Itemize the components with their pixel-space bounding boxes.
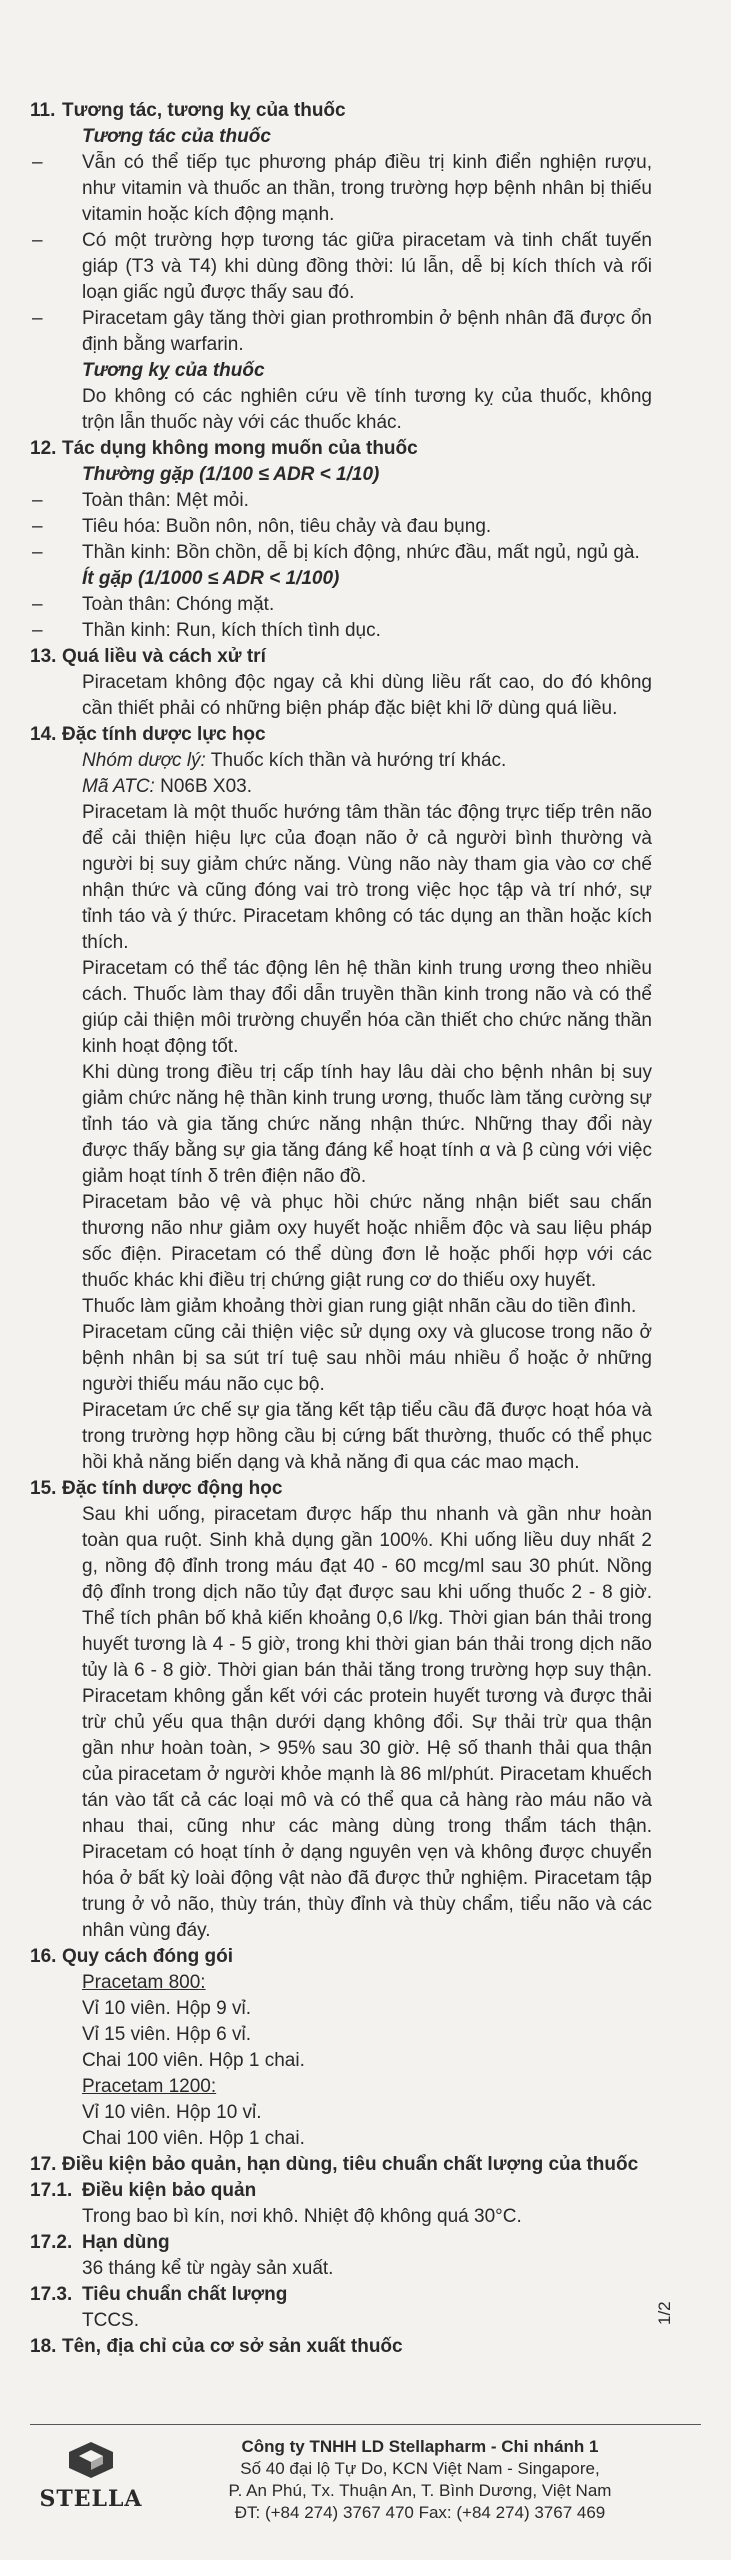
section-title: Hạn dùng <box>82 2232 170 2253</box>
address-line: P. An Phú, Tx. Thuận An, T. Bình Dương, Việt Nam <box>228 2481 612 2500</box>
section-number: 12. <box>30 438 57 459</box>
section-17-2-heading <box>0 2230 731 2256</box>
section-title: Tiêu chuẩn chất lượng <box>82 2284 288 2305</box>
section-17-3-heading <box>0 2282 731 2308</box>
pack-line: Chai 100 viên. Hộp 1 chai. <box>82 2128 305 2149</box>
subheading: Thường gặp (1/100 ≤ ADR < 1/10) <box>82 464 380 485</box>
pack-line: Vỉ 10 viên. Hộp 9 vỉ. <box>82 1998 251 2019</box>
page-number: 1/2 <box>655 2301 674 2325</box>
pack-line: Vỉ 10 viên. Hộp 10 vỉ. <box>82 2102 262 2123</box>
section-number: 18. <box>30 2336 57 2357</box>
paragraph: Thuốc làm giảm khoảng thời gian rung giật nhãn cầu do tiền đình. <box>82 1296 637 1317</box>
address-line: Số 40 đại lộ Tự Do, KCN Việt Nam - Singapore, <box>240 2459 600 2478</box>
pack-line: Vỉ 15 viên. Hộp 6 vỉ. <box>82 2024 251 2045</box>
pharmacologic-group: Nhóm dược lý: Thuốc kích thần và hướng trí khác. <box>82 750 507 771</box>
section-title: Điều kiện bảo quản <box>82 2180 257 2201</box>
list-item: – Toàn thân: Mệt mỏi. <box>32 490 249 511</box>
section-title: Điều kiện bảo quản, hạn dùng, tiêu chuẩn chất lượng của thuốc <box>62 2154 639 2175</box>
section-number: 16. <box>30 1946 57 1967</box>
section-title: Tác dụng không mong muốn của thuốc <box>62 438 418 459</box>
list-item: – Piracetam gây tăng thời gian prothrombin ở bệnh nhân đã được ổn định bằng warfarin. <box>32 308 652 355</box>
list-item: – Có một trường hợp tương tác giữa piracetam và tinh chất tuyến giáp (T3 và T4) khi dùng đồng thời: lú lẫn, dễ bị kích thích và rối loạn giấc ngủ được thấy sau đó. <box>32 230 652 303</box>
section-number: 15. <box>30 1478 57 1499</box>
atc-code: Mã ATC: N06B X03. <box>82 776 253 797</box>
logo-text: STELLA <box>39 2486 143 2512</box>
shelf-life-text: 36 tháng kể từ ngày sản xuất. <box>82 2258 334 2279</box>
section-13-heading <box>0 644 731 670</box>
section-number: 17.3. <box>30 2284 73 2305</box>
paragraph: Piracetam cũng cải thiện việc sử dụng oxy và glucose trong não ở bệnh nhân bị sa sút trí tuệ sau nhồi máu nhiều ổ hoặc ở những người thiếu máu não cục bộ. <box>82 1322 652 1395</box>
contact-line: ĐT: (+84 274) 3767 470 Fax: (+84 274) 3767 469 <box>234 2503 606 2522</box>
section-title: Đặc tính dược lực học <box>62 724 266 745</box>
paragraph: Sau khi uống, piracetam được hấp thu nhanh và gần như hoàn toàn qua ruột. Sinh khả dụng gần 100%. Khi uống liều duy nhất 2 g, nồng độ đỉnh trong máu đạt 40 - 60 mcg/ml sau 30 phút. Nồng độ đỉnh trong dịch não tủy đạt được sau khi uống thuốc 2 - 8 giờ. Thể tích phân bố khả kiến khoảng 0,6 l/kg. Thời gian bán thải trong huyết tương là 4 - 5 giờ, trong khi thời gian bán thải trong dịch não tủy là 6 - 8 giờ. Thời gian bán thải tăng trong trường hợp suy thận. Piracetam không gắn kết với các protein huyết tương và được thải trừ chủ yếu qua thận dưới dạng không đổi. Sự thải trừ qua thận gần như hoàn toàn, > 95% sau 30 giờ. Hệ số thanh thải qua thận của piracetam ở người khỏe mạnh là 86 ml/phút. Piracetam khuếch tán vào tất cả các loại mô và có thể qua cả hàng rào máu não và nhau thai, cũng như các màng dùng trong thẩm tách thận. Piracetam có hoạt tính ở dạng nguyên vẹn và không được chuyển hóa ở bất kỳ loài động vật nào đã được thử nghiệm. Piracetam tập trung ở vỏ não, thùy trán, thùy đỉnh và thùy chẩm, tiểu não và các nhân vùng đáy. <box>82 1504 652 1941</box>
section-11-heading <box>0 98 731 124</box>
section-17-1-heading <box>0 2178 731 2204</box>
list-item: – Vẫn có thể tiếp tục phương pháp điều trị kinh điển nghiện rượu, như vitamin và thuốc an thần, trong trường hợp bệnh nhân bị thiếu vitamin hoặc kích động mạnh. <box>32 152 652 225</box>
subheading: Tương tác của thuốc <box>82 126 271 147</box>
section-16-heading <box>0 1944 731 1970</box>
section-number: 17. <box>30 2154 57 2175</box>
stella-logo <box>36 2438 146 2512</box>
quality-standard-text: TCCS. <box>82 2310 139 2331</box>
section-17-heading <box>0 2152 731 2178</box>
list-item: – Toàn thân: Chóng mặt. <box>32 594 275 615</box>
list-item: – Tiêu hóa: Buồn nôn, nôn, tiêu chảy và đau bụng. <box>32 516 492 537</box>
paragraph: Piracetam có thể tác động lên hệ thần kinh trung ương theo nhiều cách. Thuốc làm thay đổi dẫn truyền thần kinh trong não và có thể giúp cải thiện môi trường chuyển hóa cần thiết cho chức năng thần kinh hoạt động tốt. <box>82 958 652 1057</box>
storage-text: Trong bao bì kín, nơi khô. Nhiệt độ không quá 30°C. <box>82 2206 522 2227</box>
paragraph: Do không có các nghiên cứu về tính tương kỵ của thuốc, không trộn lẫn thuốc này với các thuốc khác. <box>82 386 652 433</box>
section-number: 17.2. <box>30 2232 73 2253</box>
section-12-heading <box>0 436 731 462</box>
list-item: – Thần kinh: Bồn chồn, dễ bị kích động, nhức đầu, mất ngủ, ngủ gà. <box>32 542 640 563</box>
paragraph: Piracetam bảo vệ và phục hồi chức năng nhận biết sau chấn thương não như giảm oxy huyết hoặc nhiễm độc và sau liệu pháp sốc điện. Piracetam có thể dùng đơn lẻ hoặc phối hợp với các thuốc khác khi điều trị chứng giật rung cơ do thiếu oxy huyết. <box>82 1192 652 1291</box>
paragraph: Khi dùng trong điều trị cấp tính hay lâu dài cho bệnh nhân bị suy giảm chức năng hệ thần kinh trung ương, thuốc làm tăng cường sự tỉnh táo và gia tăng chức năng nhận thức. Những thay đổi này được thấy bằng sự gia tăng đáng kể hoạt tính α và β cùng với việc giảm hoạt tính δ trên điện não đồ. <box>82 1062 652 1187</box>
section-18-heading <box>0 2334 731 2360</box>
section-title: Tên, địa chỉ của cơ sở sản xuất thuốc <box>62 2336 403 2357</box>
section-number: 17.1. <box>30 2180 73 2201</box>
product-800-label: Pracetam 800: <box>82 1972 206 1993</box>
section-title: Quá liều và cách xử trí <box>62 646 266 667</box>
section-title: Đặc tính dược động học <box>62 1478 283 1499</box>
product-1200-label: Pracetam 1200: <box>82 2076 217 2097</box>
company-info <box>160 2436 680 2524</box>
subheading: Tương kỵ của thuốc <box>82 360 265 381</box>
subheading: Ít gặp (1/1000 ≤ ADR < 1/100) <box>82 568 340 589</box>
section-number: 13. <box>30 646 57 667</box>
section-14-heading <box>0 722 731 748</box>
stella-logo-icon <box>63 2438 119 2482</box>
section-number: 14. <box>30 724 57 745</box>
divider <box>30 2424 701 2425</box>
section-title: Tương tác, tương kỵ của thuốc <box>62 100 346 121</box>
section-number: 11. <box>30 100 56 121</box>
section-15-heading <box>0 1476 731 1502</box>
leaflet-body <box>0 98 731 2360</box>
paragraph: Piracetam là một thuốc hướng tâm thần tác động trực tiếp trên não để cải thiện hiệu lực của đoạn não ở cả người bình thường và người bị suy giảm chức năng. Vùng não này tham gia vào cơ chế nhận thức và cũng đóng vai trò trong việc học tập và trí nhớ, sự tỉnh táo và ý thức. Piracetam không có tác dụng an thần hoặc kích thích. <box>82 802 652 953</box>
paragraph: Piracetam ức chế sự gia tăng kết tập tiểu cầu đã được hoạt hóa và trong trường hợp hồng cầu bị cứng bất thường, thuốc có thể phục hồi khả năng biến dạng và khả năng đi qua các mao mạch. <box>82 1400 652 1473</box>
company-name: Công ty TNHH LD Stellapharm - Chi nhánh 1 <box>241 2437 599 2456</box>
pack-line: Chai 100 viên. Hộp 1 chai. <box>82 2050 305 2071</box>
paragraph: Piracetam không độc ngay cả khi dùng liều rất cao, do đó không cần thiết phải có những biện pháp đặc biệt khi lỡ dùng quá liều. <box>82 672 652 719</box>
list-item: – Thần kinh: Run, kích thích tình dục. <box>32 620 381 641</box>
section-title: Quy cách đóng gói <box>62 1946 234 1967</box>
